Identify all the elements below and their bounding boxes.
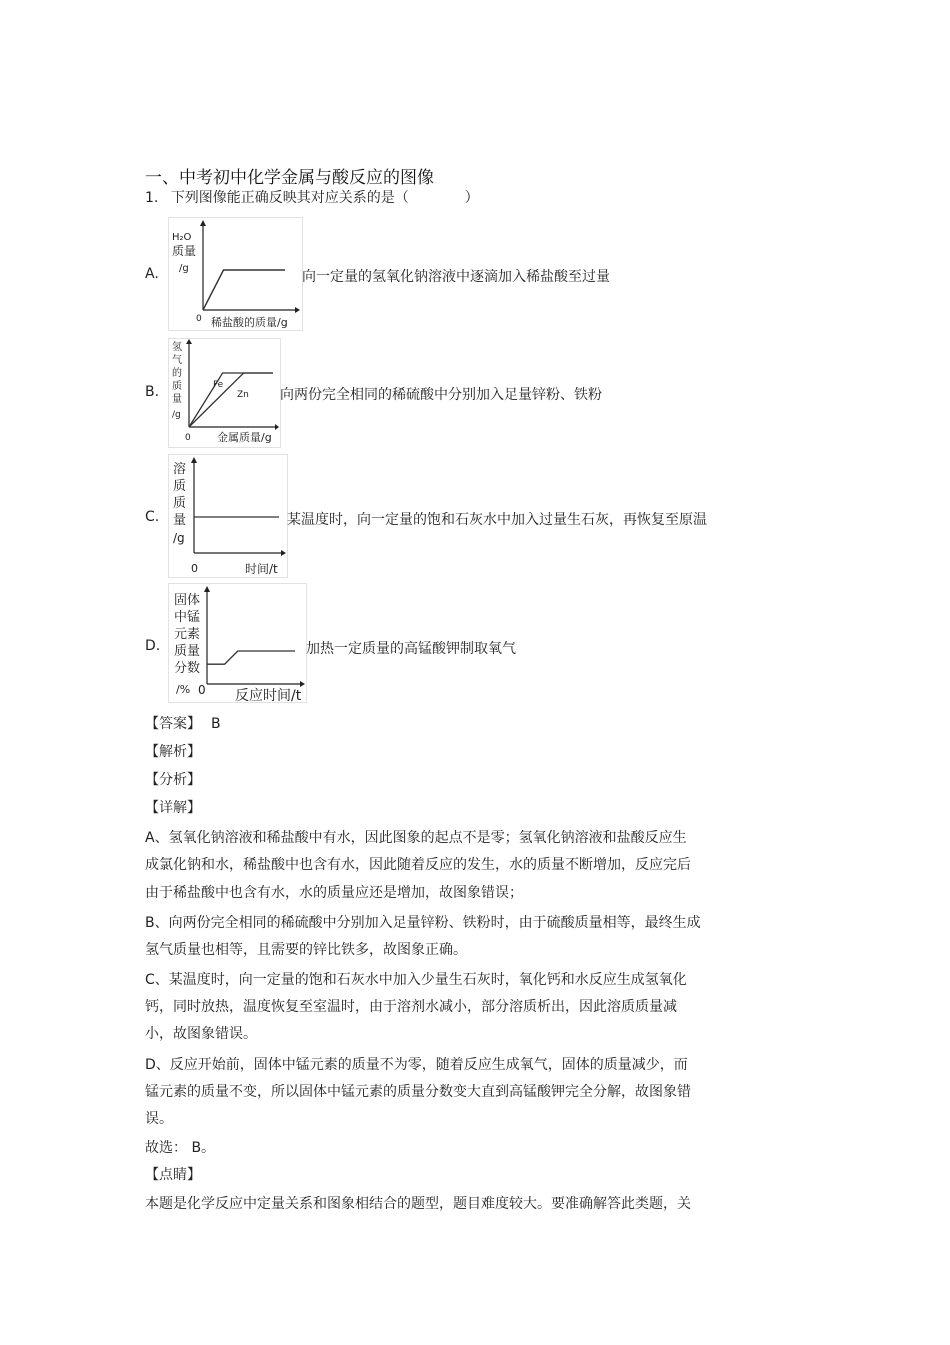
y-axis-arrow [186,339,192,344]
y-label-chars: 分数 [174,661,201,676]
y-label-chars: 固体 [174,593,201,608]
dianjing-label: 【点睛】 [145,1167,201,1183]
y-label-char: 量 [173,513,187,528]
y-label-unit: /g [172,410,181,420]
y-axis-arrow [200,220,206,226]
option-c-letter: C. [145,509,160,525]
y-label-char: 氢 [172,342,182,353]
y-label-char: 气 [172,355,182,366]
dianjing-line: 本题是化学反应中定量关系和图象相结合的题型，题目难度较大。要准确解答此类题，关 [145,1196,691,1212]
y-label-char: 量 [172,394,182,405]
detail-line: C、某温度时，向一定量的饱和石灰水中加入少量生石灰时，氧化钙和水反应生成氢氧化 [145,972,687,988]
x-axis-label: 稀盐酸的质量/g [211,316,288,329]
section-title: 一、中考初中化学金属与酸反应的图像 [145,168,434,188]
x-axis-arrow [300,681,305,687]
x-axis-label: 反应时间/t [235,688,302,702]
origin-label: 0 [198,683,206,697]
y-label-mass: 质量 [172,244,197,258]
detail-line: 小，故图象错误。 [145,1026,257,1042]
detail-label: 【详解】 [145,800,201,816]
question-stem: 下列图像能正确反映其对应关系的是（ ） [170,190,479,206]
option-d-graph [168,583,307,703]
choice-line: 故选： B。 [145,1140,216,1156]
series-label-zn: Zn [237,390,249,400]
option-b-text: 向两份完全相同的稀硫酸中分别加入足量锌粉、铁粉 [280,387,602,403]
option-a-graph [168,217,303,331]
series-line-fe [189,373,273,427]
answer-line [145,713,221,733]
answer-value: B [211,716,221,732]
detail-line: A、氢氧化钠溶液和稀盐酸中有水，因此图象的起点不是零；氢氧化钠溶液和盐酸反应生 [145,830,687,846]
series-line-zn [189,373,273,427]
detail-line: 氢气质量也相等，且需要的锌比铁多，故图象正确。 [145,942,467,958]
detail-line: 误。 [145,1111,173,1127]
series-line-h2o [203,270,285,310]
question-number: 1. [145,190,159,206]
x-axis-arrow [281,550,286,556]
y-label-char: 质 [173,479,187,494]
x-axis-arrow [275,424,279,430]
option-c-text: 某温度时，向一定量的饱和石灰水中加入过量生石灰，再恢复至原温 [287,512,707,528]
y-label-chars: 中锰 [174,610,201,625]
y-axis-arrow [191,457,197,463]
origin-label: 0 [191,562,198,575]
detail-line: 锰元素的质量不变，所以固体中锰元素的质量分数变大直到高锰酸钾完全分解，故图象错 [145,1084,691,1100]
x-axis-arrow [295,307,300,313]
x-axis-label: 时间/t [245,562,278,576]
detail-line: B、向两份完全相同的稀硫酸中分别加入足量锌粉、铁粉时，由于硫酸质量相等，最终生成 [145,915,701,931]
y-label-chars: 质量 [174,644,201,659]
y-label-char: 的 [172,368,182,379]
series-line-mn-fraction [207,651,295,664]
question-stem-line [145,187,479,207]
origin-label: 0 [196,314,202,324]
detail-line: 成氯化钠和水，稀盐酸中也含有水，因此随着反应的发生，水的质量不断增加，反应完后 [145,857,691,873]
option-a-letter: A. [145,266,159,282]
option-a-text: 向一定量的氢氧化钠溶液中逐滴加入稀盐酸至过量 [302,269,610,285]
option-c-graph [168,454,288,578]
series-label-fe: Fe [213,380,224,390]
detail-line: 由于稀盐酸中也含有水，水的质量应还是增加，故图象错误； [145,885,523,901]
y-label-h2o: H₂O [172,232,192,243]
answer-label: 【答案】 [145,716,201,732]
detail-line: D、反应开始前，固体中锰元素的质量不为零，随着反应生成氧气，固体的质量减少，而 [145,1057,688,1073]
x-axis-label: 金属质量/g [217,431,272,444]
y-label-char: 溶 [173,462,187,477]
analysis-label: 【解析】 [145,744,201,760]
y-axis-arrow [204,586,210,592]
option-b-letter: B. [145,384,160,400]
y-label-char: 质 [172,381,182,392]
detail-line: 钙，同时放热，温度恢复至室温时，由于溶剂水减小，部分溶质析出，因此溶质质量减 [145,999,677,1015]
option-d-text: 加热一定质量的高锰酸钾制取氧气 [306,641,516,657]
y-label-chars: 元素 [174,627,201,642]
y-label-unit: /% [176,683,191,696]
option-b-graph [168,338,281,448]
fenxi-label: 【分析】 [145,772,201,788]
y-label-unit: /g [179,263,189,274]
origin-label: 0 [185,433,191,443]
y-label-char: 质 [173,496,187,511]
option-d-letter: D. [145,638,161,654]
y-label-unit: /g [173,531,185,545]
